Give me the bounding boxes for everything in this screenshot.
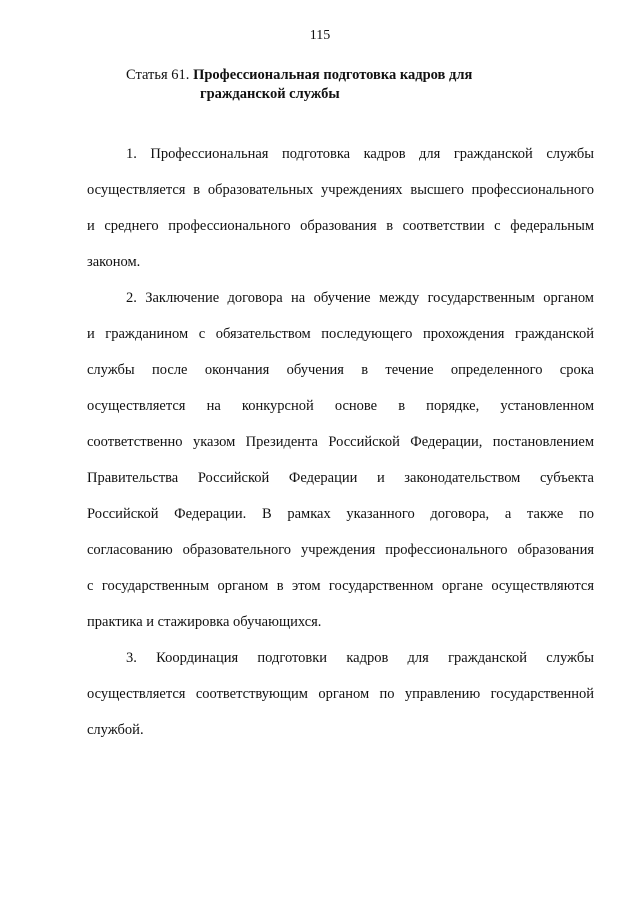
paragraph-1 (87, 136, 594, 280)
paragraph-line: 3. Координация подготовки кадров для гражданской службы (126, 650, 594, 666)
paragraph-line: 1. Профессиональная подготовка кадров для гражданской службы (126, 146, 594, 162)
article-heading (126, 66, 586, 104)
page-number: 115 (309, 28, 331, 43)
paragraph-line: осуществляется на конкурсной основе в порядке, установленном (87, 398, 594, 414)
paragraph-line: службы после окончания обучения в течение определенного срока (87, 362, 594, 378)
paragraph-line: Правительства Российской Федерации и законодательством субъекта (87, 470, 594, 486)
paragraph-line: и гражданином с обязательством последующего прохождения гражданской (87, 326, 594, 342)
article-title-line-1: Профессиональная подготовка кадров для (193, 67, 473, 83)
paragraph-line: осуществляется в образовательных учреждениях высшего профессионального (87, 182, 594, 198)
paragraph-3 (87, 640, 594, 748)
article-label: Статья 61. (126, 67, 190, 83)
paragraph-2 (87, 280, 594, 640)
paragraph-line: с государственным органом в этом государственном органе осуществляются (87, 578, 594, 594)
article-title-line-2: гражданской службы (200, 86, 340, 102)
article-body (87, 136, 594, 748)
paragraph-line: практика и стажировка обучающихся. (87, 614, 322, 630)
paragraph-line: законом. (87, 254, 141, 270)
paragraph-line: согласованию образовательного учреждения профессионального образования (87, 542, 594, 558)
paragraph-line: осуществляется соответствующим органом по управлению государственной (87, 686, 594, 702)
paragraph-line: соответственно указом Президента Российской Федерации, постановлением (87, 434, 594, 450)
paragraph-line: 2. Заключение договора на обучение между государственным органом (126, 290, 594, 306)
paragraph-line: и среднего профессионального образования в соответствии с федеральным (87, 218, 594, 234)
paragraph-line: Российской Федерации. В рамках указанного договора, а также по (87, 506, 594, 522)
paragraph-line: службой. (87, 722, 144, 738)
